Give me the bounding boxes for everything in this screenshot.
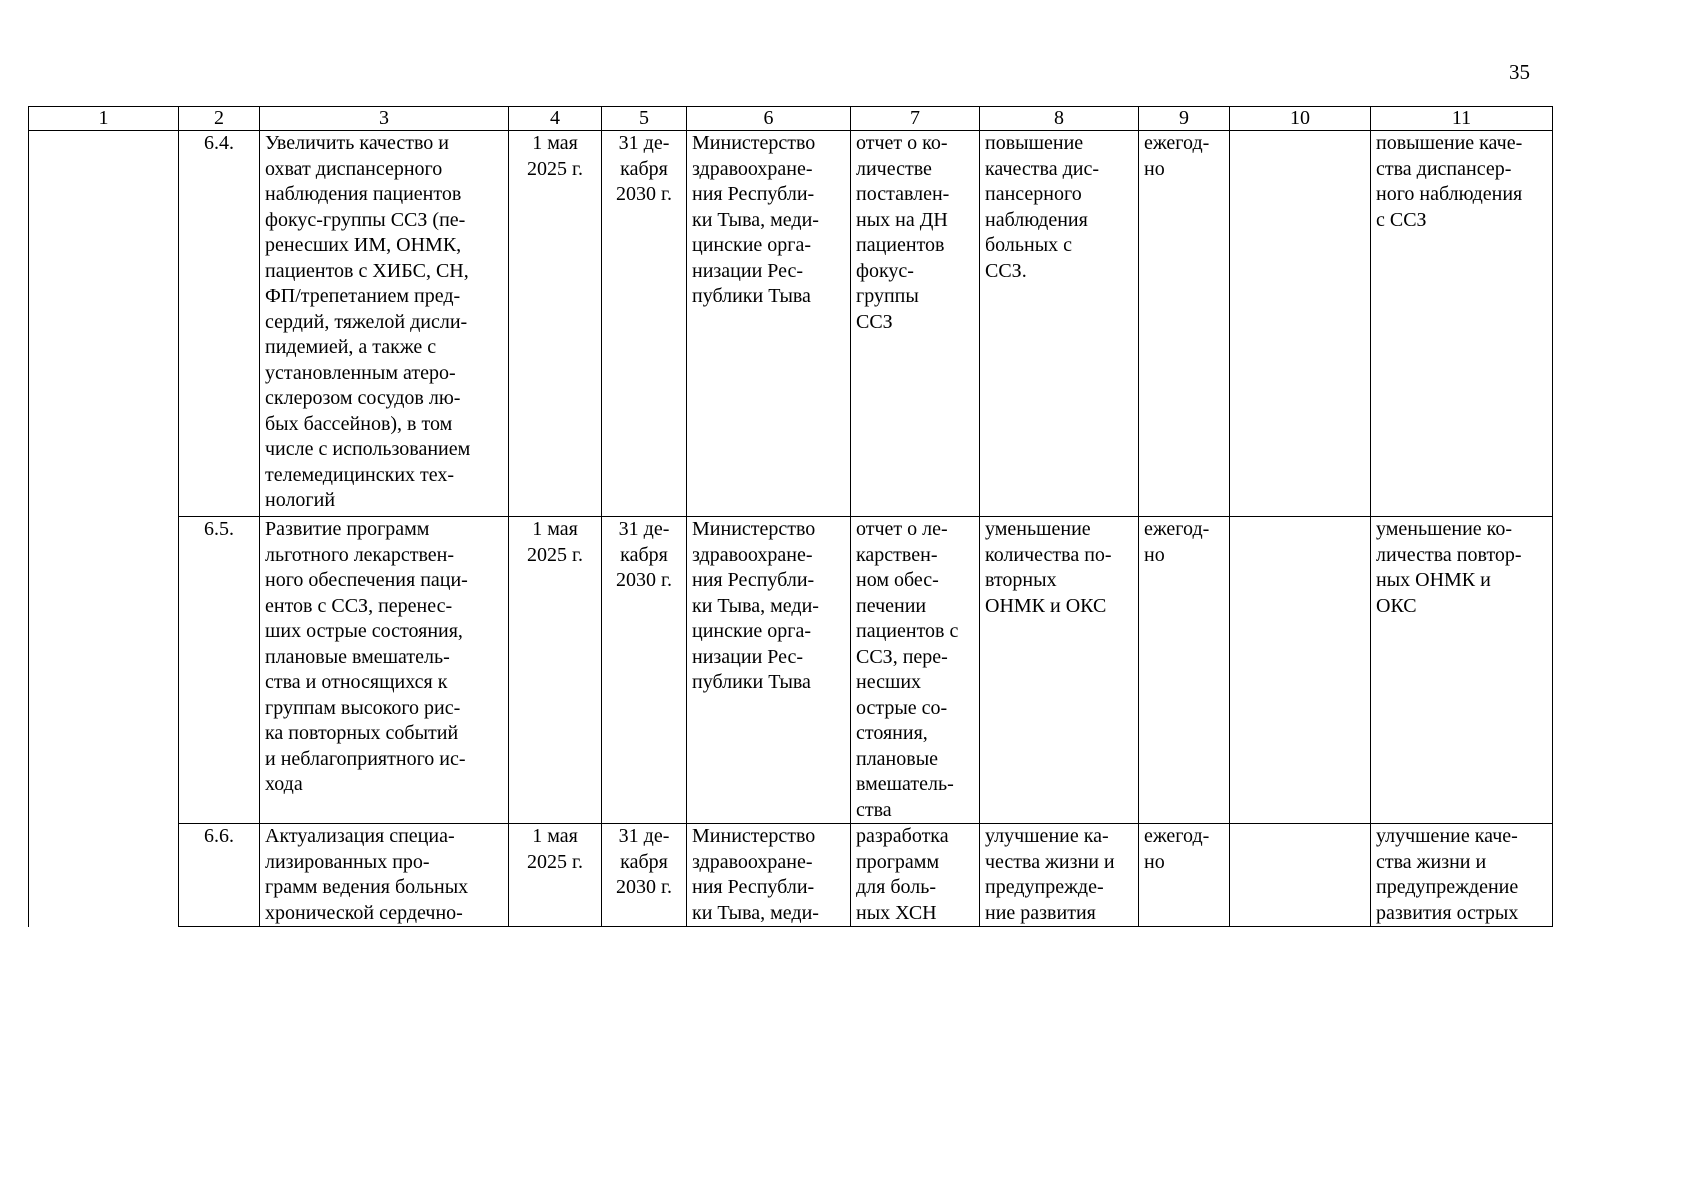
cell-line: ного наблюдения (1376, 183, 1523, 205)
cell-line: ренесших ИМ, ОНМК, (265, 234, 462, 256)
table-row (29, 517, 1553, 824)
cell-line: грамм ведения больных (265, 876, 469, 898)
cell-line: ния Республи- (692, 183, 815, 205)
cell-line: ОНМК и ОКС (985, 594, 1107, 617)
cell-line: ния Республи- (692, 569, 815, 591)
cell-line: низации Рес- (692, 645, 804, 668)
cell-line: плановые вмешатель- (265, 645, 450, 668)
cell-line: несших (856, 671, 922, 693)
cell-line: телемедицинских тех- (265, 463, 455, 486)
cell-line: стояния, (856, 722, 928, 744)
cell-line: склерозом сосудов лю- (265, 387, 461, 409)
table-row (29, 131, 1553, 517)
cell-line: ка повторных событий (265, 722, 459, 744)
cell-line: больных с (985, 234, 1073, 256)
cell-line: острые со- (856, 696, 948, 719)
cell-line: отчет о ле- (856, 518, 948, 540)
cell-line: развития острых (1376, 901, 1519, 924)
cell-line: ССЗ, пере- (856, 645, 948, 668)
cell-line: хода (265, 773, 303, 795)
responsible-executor (687, 824, 851, 927)
cell-line: кабря (620, 850, 668, 873)
cell-line: ного обеспечения паци- (265, 569, 468, 591)
start-date (509, 131, 602, 517)
cell-line: кабря (620, 543, 668, 566)
cell-line: разработка (856, 825, 949, 847)
cell-line: пидемией, а также с (265, 336, 437, 358)
cell-line: публики Тыва (692, 285, 811, 307)
cell-line: количества по- (985, 543, 1112, 566)
end-date (602, 131, 687, 517)
cell-line: вмешатель- (856, 773, 954, 795)
expected-result (980, 131, 1139, 517)
cell-line: ных на ДН (856, 208, 948, 231)
cell-line: улучшение ка- (985, 825, 1109, 847)
cell-line: публики Тыва (692, 671, 811, 693)
task-description (260, 131, 509, 517)
cell-line: нологий (265, 489, 336, 511)
cell-line: для боль- (856, 876, 937, 898)
cell-line: бых бассейнов), в том (265, 412, 453, 435)
cell-line: с ССЗ (1376, 208, 1427, 231)
cell-line: сердий, тяжелой дисли- (265, 310, 468, 333)
cell-line: пациентов с ХИБС, СН, (265, 259, 469, 282)
expected-effect (1371, 824, 1553, 927)
cell-line: ежегод- (1144, 825, 1210, 847)
cell-line: ежегод- (1144, 518, 1210, 540)
cell-line: улучшение каче- (1376, 825, 1518, 847)
cell-line: ки Тыва, меди- (692, 208, 819, 231)
cell-line: кабря (620, 157, 668, 180)
cell-line: числе с использованием (265, 438, 471, 460)
frequency (1139, 517, 1230, 824)
cell-line: ки Тыва, меди- (692, 901, 819, 924)
column-header: 5 (602, 107, 687, 131)
cell-line: ССЗ. (985, 259, 1027, 282)
cell-line: пациентов (856, 234, 945, 256)
cell-line: Министерство (692, 132, 816, 154)
cell-line: вторных (985, 569, 1057, 591)
cell-line: фокус- (856, 259, 914, 282)
row-group-cell (29, 824, 179, 927)
end-date (602, 824, 687, 927)
cell-line: 2030 г. (616, 569, 672, 591)
cell-line: наблюдения (985, 208, 1088, 231)
cell-line: 31 де- (618, 132, 670, 154)
cell-line: отчет о ко- (856, 132, 948, 154)
cell-line: уменьшение ко- (1376, 518, 1513, 540)
start-date (509, 824, 602, 927)
cell-line: наблюдения пациентов (265, 183, 462, 205)
cell-line: установленным атеро- (265, 361, 456, 384)
cell-line: Актуализация специа- (265, 825, 455, 847)
cell-line: ние развития (985, 901, 1096, 924)
cell-line: ки Тыва, меди- (692, 594, 819, 617)
cell-line: повышение каче- (1376, 132, 1523, 154)
column-header: 2 (179, 107, 260, 131)
cell-line: предупреждение (1376, 876, 1519, 898)
cell-line: ства (856, 798, 892, 821)
cell-line: ных ХСН (856, 901, 937, 924)
item-number: 6.4. (179, 131, 260, 517)
column-header: 10 (1230, 107, 1371, 131)
empty-cell (1230, 824, 1371, 927)
column-header: 9 (1139, 107, 1230, 131)
cell-line: 2025 г. (527, 850, 583, 873)
column-header: 8 (980, 107, 1139, 131)
task-description (260, 517, 509, 824)
empty-cell (1230, 517, 1371, 824)
expected-effect (1371, 517, 1553, 824)
cell-line: цинские орга- (692, 620, 812, 642)
cell-line: ентов с ССЗ, перенес- (265, 594, 453, 617)
cell-line: карствен- (856, 543, 938, 566)
cell-line: пансерного (985, 183, 1082, 205)
end-date (602, 517, 687, 824)
table-row (29, 824, 1553, 927)
cell-line: ных ОНМК и (1376, 569, 1491, 591)
cell-line: и неблагоприятного ис- (265, 747, 466, 770)
cell-line: фокус-группы ССЗ (пе- (265, 208, 466, 231)
cell-line: здравоохране- (692, 543, 813, 566)
control-event (851, 517, 980, 824)
row-group-cell (29, 517, 179, 824)
plan-table (28, 106, 1553, 927)
cell-line: льготного лекарствен- (265, 543, 455, 566)
cell-line: чества жизни и (985, 850, 1115, 873)
cell-line: 2025 г. (527, 543, 583, 566)
cell-line: 2025 г. (527, 157, 583, 180)
cell-line: пациентов с (856, 620, 959, 642)
expected-effect (1371, 131, 1553, 517)
expected-result (980, 824, 1139, 927)
control-event (851, 131, 980, 517)
cell-line: но (1144, 157, 1165, 180)
responsible-executor (687, 517, 851, 824)
cell-line: ства жизни и (1376, 850, 1487, 873)
cell-line: ших острые состояния, (265, 620, 463, 642)
cell-line: Развитие программ (265, 518, 430, 540)
cell-line: 2030 г. (616, 876, 672, 898)
page-number: 35 (1509, 60, 1530, 84)
cell-line: ОКС (1376, 594, 1417, 617)
frequency (1139, 824, 1230, 927)
cell-line: качества дис- (985, 157, 1100, 180)
cell-line: Увеличить качество и (265, 132, 449, 154)
column-header: 7 (851, 107, 980, 131)
cell-line: охват диспансерного (265, 157, 443, 180)
cell-line: 1 мая (532, 825, 578, 847)
cell-line: хронической сердечно- (265, 901, 463, 924)
cell-line: Министерство (692, 825, 816, 847)
cell-line: 1 мая (532, 132, 578, 154)
cell-line: уменьшение (985, 518, 1091, 540)
item-number: 6.5. (179, 517, 260, 824)
cell-line: 1 мая (532, 518, 578, 540)
cell-line: 31 де- (618, 518, 670, 540)
expected-result (980, 517, 1139, 824)
cell-line: группам высокого рис- (265, 696, 461, 719)
cell-line: но (1144, 543, 1165, 566)
cell-line: личестве (856, 157, 932, 180)
row-group-cell (29, 131, 179, 517)
column-header: 11 (1371, 107, 1553, 131)
item-number: 6.6. (179, 824, 260, 927)
responsible-executor (687, 131, 851, 517)
cell-line: здравоохране- (692, 157, 813, 180)
cell-line: здравоохране- (692, 850, 813, 873)
cell-line: ФП/трепетанием пред- (265, 285, 461, 307)
cell-line: предупрежде- (985, 876, 1104, 898)
column-header: 1 (29, 107, 179, 131)
column-header: 4 (509, 107, 602, 131)
cell-line: группы (856, 285, 919, 307)
cell-line: повышение (985, 132, 1084, 154)
cell-line: но (1144, 850, 1165, 873)
start-date (509, 517, 602, 824)
task-description (260, 824, 509, 927)
cell-line: печении (856, 594, 927, 617)
cell-line: ства и относящихся к (265, 671, 448, 693)
cell-line: 2030 г. (616, 183, 672, 205)
cell-line: низации Рес- (692, 259, 804, 282)
empty-cell (1230, 131, 1371, 517)
header-row (29, 107, 1553, 131)
cell-line: ства диспансер- (1376, 157, 1512, 180)
cell-line: ния Республи- (692, 876, 815, 898)
cell-line: личества повтор- (1376, 543, 1522, 566)
cell-line: ном обес- (856, 569, 939, 591)
cell-line: 31 де- (618, 825, 670, 847)
cell-line: плановые (856, 747, 939, 770)
frequency (1139, 131, 1230, 517)
cell-line: поставлен- (856, 183, 950, 205)
cell-line: Министерство (692, 518, 816, 540)
cell-line: ССЗ (856, 310, 893, 333)
cell-line: цинские орга- (692, 234, 812, 256)
cell-line: лизированных про- (265, 850, 430, 873)
column-header: 3 (260, 107, 509, 131)
column-header: 6 (687, 107, 851, 131)
control-event (851, 824, 980, 927)
cell-line: ежегод- (1144, 132, 1210, 154)
cell-line: программ (856, 850, 940, 873)
